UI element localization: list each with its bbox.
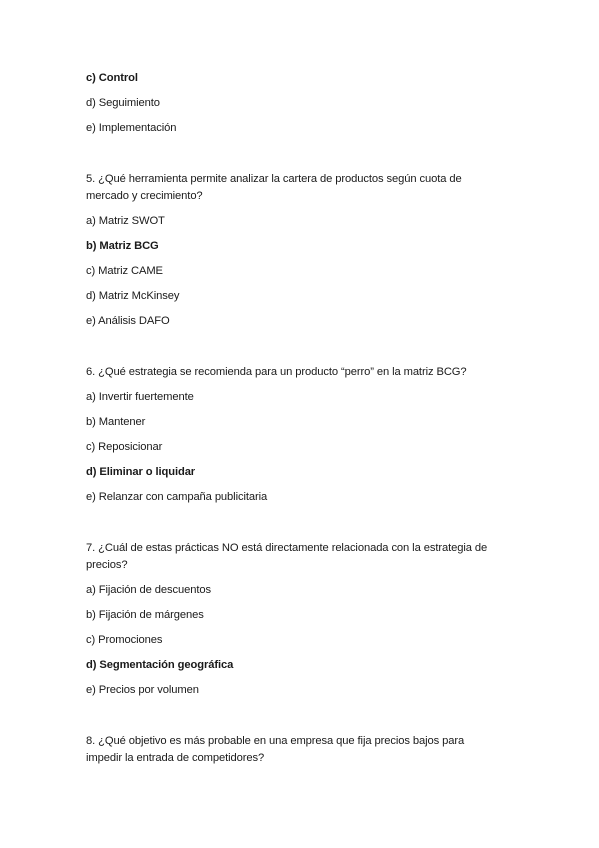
question-7-option-d-correct: d) Segmentación geográfica — [86, 659, 234, 671]
question-5-text-line2: mercado y crecimiento? — [86, 190, 203, 202]
question-5-option-e: e) Análisis DAFO — [86, 315, 170, 327]
question-8-text-line1: 8. ¿Qué objetivo es más probable en una empresa que fija precios bajos para — [86, 735, 465, 747]
question-7-option-c: c) Promociones — [86, 634, 163, 646]
question-8-text-line2: impedir la entrada de competidores? — [86, 752, 265, 764]
question-5-option-b-correct: b) Matriz BCG — [86, 240, 159, 252]
question-6-option-d-correct: d) Eliminar o liquidar — [86, 466, 196, 478]
question-7-option-e: e) Precios por volumen — [86, 684, 199, 696]
question-5-option-d: d) Matriz McKinsey — [86, 290, 180, 302]
question-6-option-c: c) Reposicionar — [86, 441, 163, 453]
question-6-option-b: b) Mantener — [86, 416, 146, 428]
question-6-option-a: a) Invertir fuertemente — [86, 391, 194, 403]
question-5-option-c: c) Matriz CAME — [86, 265, 163, 277]
option-e: e) Implementación — [86, 122, 177, 134]
question-7-text-line2: precios? — [86, 559, 128, 571]
option-c-correct: c) Control — [86, 72, 138, 84]
option-d: d) Seguimiento — [86, 97, 160, 109]
question-6-option-e: e) Relanzar con campaña publicitaria — [86, 491, 268, 503]
question-5-option-a: a) Matriz SWOT — [86, 215, 165, 227]
question-7-option-b: b) Fijación de márgenes — [86, 609, 204, 621]
question-5-text-line1: 5. ¿Qué herramienta permite analizar la cartera de productos según cuota de — [86, 173, 462, 185]
question-6-text: 6. ¿Qué estrategia se recomienda para un producto “perro” en la matriz BCG? — [86, 366, 467, 378]
question-7-option-a: a) Fijación de descuentos — [86, 584, 211, 596]
question-7-text-line1: 7. ¿Cuál de estas prácticas NO está directamente relacionada con la estrategia de — [86, 542, 488, 554]
